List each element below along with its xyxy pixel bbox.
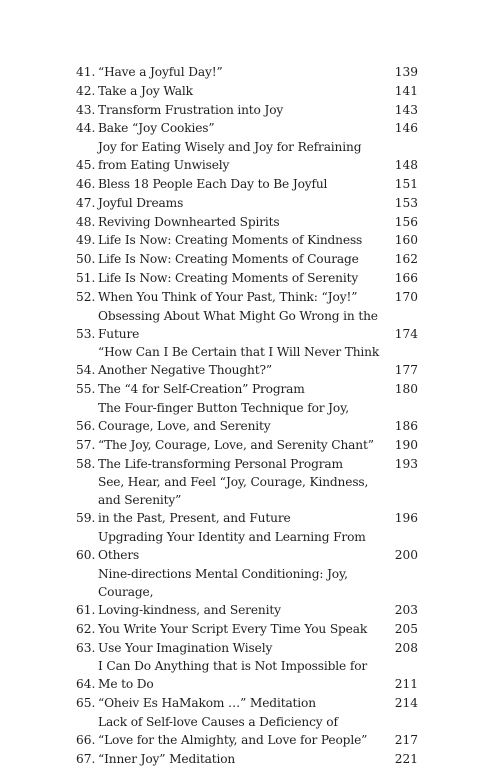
toc-entry-page-number: 211 (394, 677, 418, 692)
toc-entry-title: The Life-transforming Personal Program (98, 456, 343, 471)
toc-entry-page-number: 148 (394, 158, 418, 173)
toc-entry (76, 250, 418, 268)
toc-entry-title: Lack of Self-love Causes a Deficiency of “Love for the Almighty, and Love for People” (98, 714, 368, 747)
toc-entry (76, 138, 418, 174)
toc-entry-number: 60. (76, 548, 96, 563)
toc-entry-title: Nine-directions Mental Conditioning: Joy, Courage, Loving-kindness, and Serenity (98, 566, 348, 617)
toc-entry-page-number: 177 (394, 363, 418, 378)
toc-entry-title: Bake “Joy Cookies” (98, 121, 215, 136)
toc-entry-page-number: 200 (394, 548, 418, 563)
toc-entry-title: Life Is Now: Creating Moments of Courage (98, 252, 359, 267)
toc-entry-page-number: 146 (394, 121, 418, 136)
toc-entry-title: Life Is Now: Creating Moments of Kindness (98, 233, 363, 248)
toc-entry (76, 620, 418, 638)
toc-entry-number: 62. (76, 621, 96, 636)
toc-entry-number: 44. (76, 121, 96, 136)
toc-entry-title: “Have a Joyful Day!” (98, 65, 223, 79)
toc-entry (76, 288, 418, 306)
toc-entry (76, 119, 418, 137)
toc-entry (76, 694, 418, 712)
toc-entry-page-number: 153 (394, 195, 418, 210)
toc-entry-page-number: 143 (394, 102, 418, 117)
toc-entry (76, 175, 418, 193)
toc-entry-page-number: 214 (394, 696, 418, 711)
toc-entry-number: 46. (76, 176, 96, 191)
toc-entry (76, 750, 418, 768)
toc-entry-number: 61. (76, 602, 96, 617)
toc-entry (76, 82, 418, 100)
toc-entry-title: I Can Do Anything that is Not Impossible for Me to Do (98, 659, 368, 692)
toc-entry-title: The “4 for Self-Creation” Program (98, 382, 305, 397)
toc-entry-title: “The Joy, Courage, Love, and Serenity Chant” (98, 437, 374, 452)
toc-entry-title: Joy for Eating Wisely and Joy for Refraining from Eating Unwisely (98, 140, 362, 173)
toc-entry (76, 528, 418, 564)
toc-entry-title: When You Think of Your Past, Think: “Joy!” (98, 289, 358, 304)
toc-entry-page-number: 141 (394, 83, 418, 98)
toc-entry-page-number: 205 (394, 621, 418, 636)
toc-entry-page-number: 151 (394, 176, 418, 191)
toc-entry-number: 45. (76, 158, 96, 173)
toc-entry-page-number: 174 (394, 326, 418, 341)
toc-entry-number: 56. (76, 418, 96, 433)
toc-entry-page-number: 190 (394, 437, 418, 452)
toc-entry-page-number: 208 (394, 640, 418, 655)
toc-entry-title: You Write Your Script Every Time You Speak (98, 621, 368, 636)
toc-entry-number: 58. (76, 456, 96, 471)
toc-entry-page-number: 193 (394, 456, 418, 471)
toc-entry-page-number: 170 (394, 289, 418, 304)
toc-entry (76, 101, 418, 119)
toc-entry-number: 53. (76, 326, 96, 341)
toc-entry (76, 343, 418, 379)
toc-entry-page-number: 196 (394, 511, 418, 526)
toc-entry-number: 49. (76, 233, 96, 248)
toc-entry (76, 307, 418, 343)
toc-entry-page-number: 160 (394, 233, 418, 248)
toc-entry-title: Joyful Dreams (98, 195, 184, 210)
toc-entry-page-number: 162 (394, 252, 418, 267)
toc-entry-number: 48. (76, 214, 96, 229)
toc-entry-number: 41. (76, 65, 96, 79)
toc-entry-page-number: 221 (394, 751, 418, 766)
toc-entry-title: Life Is Now: Creating Moments of Serenity (98, 270, 359, 285)
toc-entry-number: 67. (76, 751, 96, 766)
toc-entry-page-number: 166 (394, 270, 418, 285)
toc-entry-title: The Four-finger Button Technique for Joy, Courage, Love, and Serenity (98, 400, 349, 433)
toc-entry-title: Obsessing About What Might Go Wrong in the Future (98, 308, 378, 341)
toc-entry-title: “How Can I Be Certain that I Will Never Think Another Negative Thought?” (98, 345, 380, 378)
toc-entry-number: 63. (76, 640, 96, 655)
toc-entry-title: See, Hear, and Feel “Joy, Courage, Kindness, and Serenity” in the Past, Present, and Future (98, 475, 369, 526)
toc-entry (76, 473, 418, 527)
toc-entry-number: 64. (76, 677, 96, 692)
toc-entry (76, 565, 418, 619)
toc-entry (76, 231, 418, 249)
toc-entry-title: Upgrading Your Identity and Learning From Others (98, 530, 366, 563)
toc-entry (76, 639, 418, 657)
toc-entry (76, 380, 418, 398)
toc-entry-title: Bless 18 People Each Day to Be Joyful (98, 176, 328, 191)
toc-entry (76, 63, 418, 81)
table-of-contents (76, 63, 418, 769)
toc-entry-title: Use Your Imagination Wisely (98, 640, 273, 655)
toc-entry-number: 52. (76, 289, 96, 304)
toc-entry (76, 455, 418, 473)
toc-entry-number: 54. (76, 363, 96, 378)
toc-entry (76, 399, 418, 435)
toc-entry-number: 51. (76, 270, 96, 285)
toc-entry-page-number: 217 (394, 732, 418, 747)
toc-entry-title: Reviving Downhearted Spirits (98, 214, 280, 229)
toc-entry-number: 65. (76, 696, 96, 711)
toc-entry-page-number: 180 (394, 382, 418, 397)
toc-entry-number: 66. (76, 732, 96, 747)
toc-entry (76, 436, 418, 454)
toc-entry-title: “Inner Joy” Meditation (98, 751, 236, 766)
toc-entry-title: “Oheiv Es HaMakom …” Meditation (98, 696, 316, 711)
toc-entry-number: 50. (76, 252, 96, 267)
toc-entry (76, 213, 418, 231)
toc-entry-page-number: 139 (394, 65, 418, 79)
toc-entry (76, 657, 418, 693)
toc-entry-number: 55. (76, 382, 96, 397)
toc-entry (76, 194, 418, 212)
toc-entry-number: 42. (76, 83, 96, 98)
toc-entry-page-number: 156 (394, 214, 418, 229)
toc-entry-title: Transform Frustration into Joy (98, 102, 284, 117)
toc-entry-number: 57. (76, 437, 96, 452)
toc-entry-number: 43. (76, 102, 96, 117)
toc-entry (76, 269, 418, 287)
toc-entry-title: Take a Joy Walk (98, 83, 193, 98)
toc-entry-number: 47. (76, 195, 96, 210)
toc-entry-page-number: 186 (394, 418, 418, 433)
toc-entry-number: 59. (76, 511, 96, 526)
toc-entry-page-number: 203 (394, 602, 418, 617)
